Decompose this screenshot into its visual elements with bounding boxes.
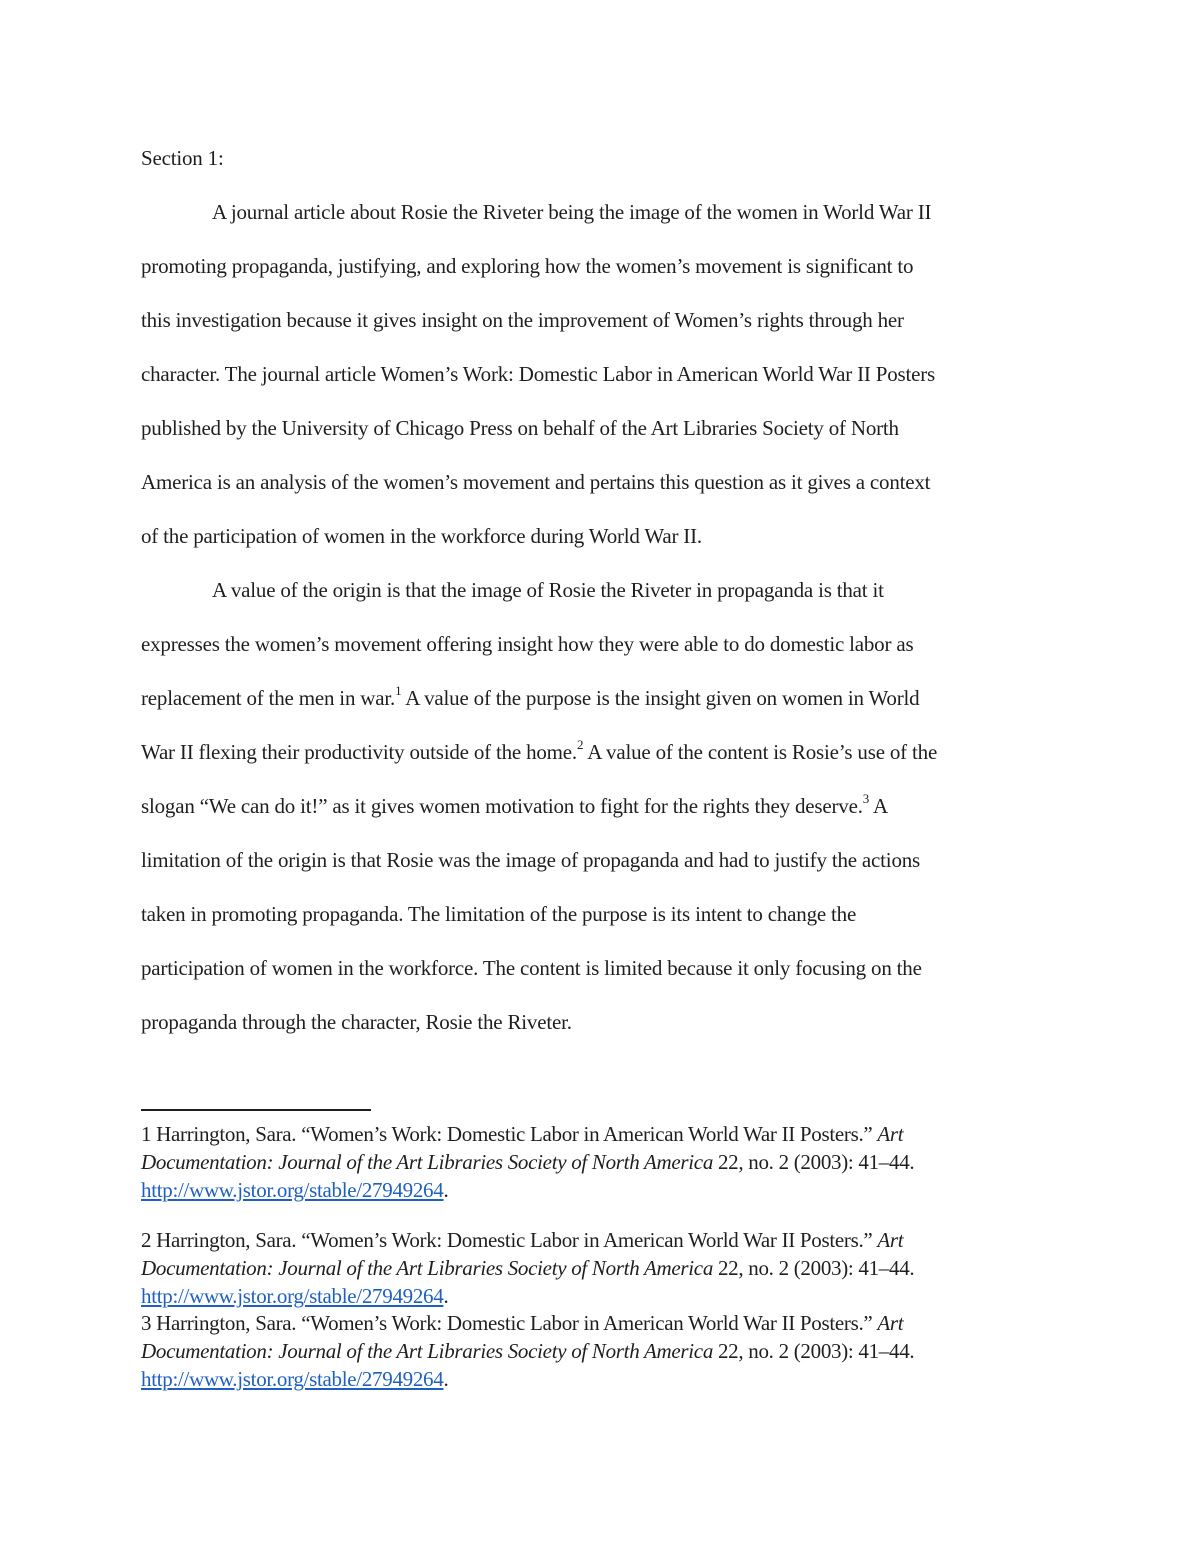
footnote-2-line-2 (141, 1254, 914, 1282)
paragraph-2-line-8: participation of women in the workforce. The content is limited because it only focusing on the (141, 956, 922, 980)
footnote-1-line-1 (141, 1120, 903, 1148)
footnote-3-period: . (443, 1367, 449, 1391)
footnote-1-journal-a: Art (877, 1122, 904, 1146)
paragraph-1-line-4: character. The journal article Women’s Work: Domestic Labor in American World War II Posters (141, 362, 935, 386)
paragraph-2-line-2: expresses the women’s movement offering insight how they were able to do domestic labor as (141, 632, 914, 656)
paragraph-1-line-7: of the participation of women in the workforce during World War II. (141, 524, 702, 548)
paragraph-2-line-3-text-b: A value of the purpose is the insight given on women in World (401, 686, 920, 710)
paragraph-2-line-5-text-b: A (869, 794, 888, 818)
paragraph-1-line-1: A journal article about Rosie the Riveter being the image of the women in World War II (212, 200, 932, 224)
footnote-2-journal-b: Documentation: Journal of the Art Libraries Society of North America (141, 1256, 714, 1280)
paragraph-1-line-6: America is an analysis of the women’s movement and pertains this question as it gives a context (141, 470, 931, 494)
paragraph-2-line-4-text-b: A value of the content is Rosie’s use of the (583, 740, 938, 764)
footnote-2-citation: 22, no. 2 (2003): 41–44. (713, 1256, 915, 1280)
footnote-3-line-2 (141, 1337, 914, 1365)
paragraph-2-line-9: propaganda through the character, Rosie the Riveter. (141, 1010, 572, 1034)
footnote-2-link[interactable]: http://www.jstor.org/stable/27949264 (141, 1284, 444, 1308)
footnote-2-journal-a: Art (877, 1228, 904, 1252)
footnote-separator (141, 1109, 371, 1111)
footnote-3-line-3 (141, 1365, 448, 1393)
section-heading: Section 1: (141, 146, 224, 170)
paragraph-2-line-5-text-a: slogan “We can do it!” as it gives women motivation to fight for the rights they deserve. (141, 794, 863, 818)
footnote-2-line-1 (141, 1226, 903, 1254)
paragraph-2-line-7: taken in promoting propaganda. The limitation of the purpose is its intent to change the (141, 902, 857, 926)
footnote-1-link[interactable]: http://www.jstor.org/stable/27949264 (141, 1178, 444, 1202)
footnote-3-journal-b: Documentation: Journal of the Art Libraries Society of North America (141, 1339, 714, 1363)
paragraph-2-line-5 (141, 792, 888, 820)
footnote-2-line-3 (141, 1282, 448, 1310)
footnote-3-link[interactable]: http://www.jstor.org/stable/27949264 (141, 1367, 444, 1391)
paragraph-1-line-3: this investigation because it gives insight on the improvement of Women’s rights through her (141, 308, 904, 332)
paragraph-2-line-4 (141, 738, 937, 766)
paragraph-2-line-3 (141, 684, 919, 712)
footnote-2-period: . (443, 1284, 449, 1308)
footnote-3-text: 3 Harrington, Sara. “Women’s Work: Domestic Labor in American World War II Posters.” (141, 1311, 878, 1335)
paragraph-2-line-4-text-a: War II flexing their productivity outside of the home. (141, 740, 577, 764)
paragraph-2-line-3-text-a: replacement of the men in war. (141, 686, 396, 710)
footnote-3-journal-a: Art (877, 1311, 904, 1335)
footnote-1-citation: 22, no. 2 (2003): 41–44. (713, 1150, 915, 1174)
footnote-1-line-3 (141, 1176, 448, 1204)
footnote-1-text: 1 Harrington, Sara. “Women’s Work: Domestic Labor in American World War II Posters.” (141, 1122, 878, 1146)
footnote-ref-3[interactable]: 3 (862, 791, 870, 806)
paragraph-2-line-6: limitation of the origin is that Rosie was the image of propaganda and had to justify the actions (141, 848, 921, 872)
footnote-ref-2[interactable]: 2 (576, 737, 584, 752)
footnote-3-citation: 22, no. 2 (2003): 41–44. (713, 1339, 915, 1363)
footnote-ref-1[interactable]: 1 (395, 683, 402, 698)
footnote-1-period: . (443, 1178, 449, 1202)
paragraph-2-line-1: A value of the origin is that the image of Rosie the Riveter in propaganda is that it (212, 578, 884, 602)
paragraph-1-line-2: promoting propaganda, justifying, and exploring how the women’s movement is significant to (141, 254, 914, 278)
footnote-2-text: 2 Harrington, Sara. “Women’s Work: Domestic Labor in American World War II Posters.” (141, 1228, 878, 1252)
footnote-3-line-1 (141, 1309, 903, 1337)
footnote-1-journal-b: Documentation: Journal of the Art Libraries Society of North America (141, 1150, 714, 1174)
paragraph-1-line-5: published by the University of Chicago Press on behalf of the Art Libraries Society of North (141, 416, 899, 440)
footnote-1-line-2 (141, 1148, 914, 1176)
